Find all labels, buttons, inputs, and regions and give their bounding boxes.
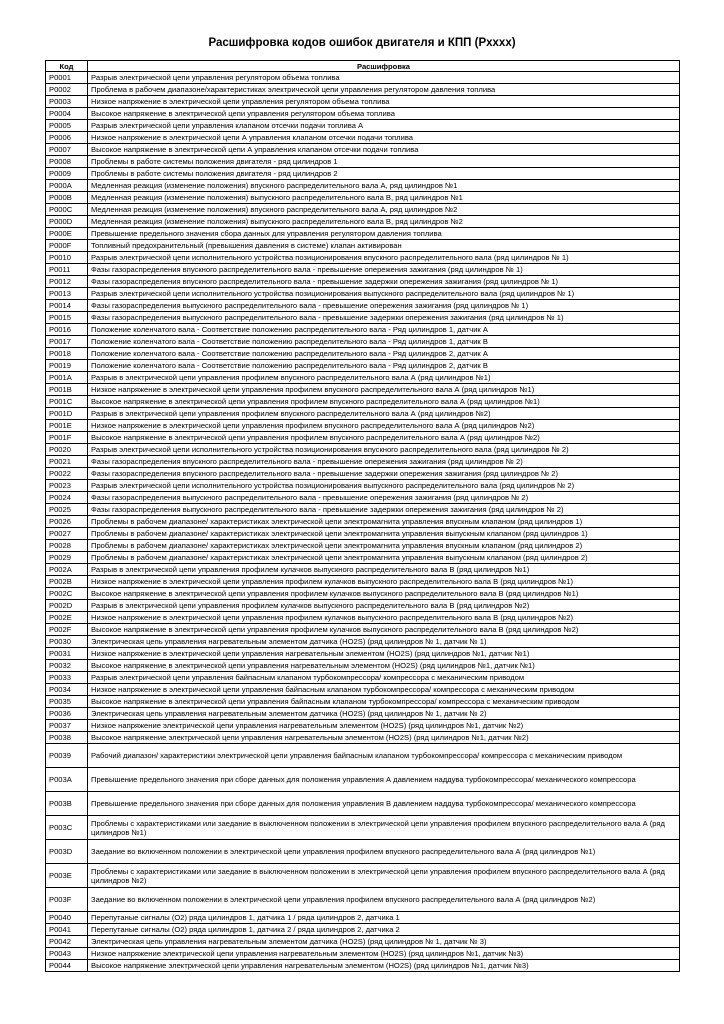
description-cell: Проблемы в работе системы положения двигателя - ряд цилиндров 1 [88,156,680,168]
code-cell: P0031 [46,648,88,660]
table-row [46,924,680,936]
code-cell: P0008 [46,156,88,168]
table-row [46,72,680,84]
description-cell: Положение коленчатого вала - Соответствие положению распределительного вала - Ряд цилиндров 2, датчик B [88,360,680,372]
code-cell: P0019 [46,360,88,372]
code-cell: P0041 [46,924,88,936]
table-row [46,432,680,444]
table-row [46,144,680,156]
table-row [46,240,680,252]
code-cell: P0044 [46,960,88,972]
table-row [46,936,680,948]
table-row [46,312,680,324]
description-cell: Превышение предельного значения сбора данных для управления регулятором давления топлива [88,228,680,240]
code-cell: P001B [46,384,88,396]
table-row [46,948,680,960]
table-row [46,564,680,576]
code-cell: P003B [46,792,88,816]
description-cell: Электрическая цепь управления нагревательным элементом датчика (HO2S) (ряд цилиндров № 1, датчик № 3) [88,936,680,948]
table-row [46,624,680,636]
table-row [46,696,680,708]
code-cell: P0040 [46,912,88,924]
description-cell: Разрыв электрической цепи управления байпасным клапаном турбокомпрессора/ компрессора с механическим приводом [88,672,680,684]
code-cell: P001E [46,420,88,432]
table-row [46,84,680,96]
code-cell: P0028 [46,540,88,552]
description-cell: Фазы газораспределения выпускного распределительного вала - превышение опережения зажигания (ряд цилиндров № 1) [88,300,680,312]
column-header-code: Код [46,61,88,72]
table-row [46,672,680,684]
description-cell: Медленная реакция (изменение положения) впускного распределительного вала А, ряд цилиндров №2 [88,204,680,216]
table-row [46,288,680,300]
table-row [46,348,680,360]
code-cell: P0039 [46,744,88,768]
description-cell: Высокое напряжение в электрической цепи управления байпасным клапаном турбокомпрессора/ компрессора с механическим приводом [88,696,680,708]
table-row [46,324,680,336]
description-cell: Электрическая цепь управления нагревательным элементом датчика (HO2S) (ряд цилиндров № 1, датчик № 2) [88,708,680,720]
codes-table [45,60,680,972]
table-row [46,108,680,120]
table-row [46,684,680,696]
table-row [46,864,680,888]
code-cell: P002B [46,576,88,588]
table-row [46,840,680,864]
description-cell: Электрическая цепь управления нагревательным элементом датчика (HO2S) (ряд цилиндров № 1, датчик № 1) [88,636,680,648]
code-cell: P0034 [46,684,88,696]
description-cell: Разрыв электрической цепи исполнительного устройства позиционирования впускного распределительного вала (ряд цилиндров № 2) [88,444,680,456]
code-cell: P002C [46,588,88,600]
description-cell: Проблемы в работе системы положения двигателя - ряд цилиндров 2 [88,168,680,180]
code-cell: P0043 [46,948,88,960]
table-row [46,420,680,432]
code-cell: P0021 [46,456,88,468]
description-cell: Разрыв в электрической цепи управления профилем впускного распределительного вала А (ряд цилиндров №1) [88,372,680,384]
code-cell: P0005 [46,120,88,132]
code-cell: P002E [46,612,88,624]
table-row [46,228,680,240]
description-cell: Медленная реакция (изменение положения) выпускного распределительного вала В, ряд цилиндров №2 [88,216,680,228]
table-row [46,768,680,792]
code-cell: P001C [46,396,88,408]
code-cell: P0025 [46,504,88,516]
table-row [46,744,680,768]
code-cell: P000D [46,216,88,228]
description-cell: Заедание во включенном положении в электрической цепи управления профилем впускного распределительного вала А (ряд цилиндров №1) [88,840,680,864]
code-cell: P000F [46,240,88,252]
description-cell: Фазы газораспределения впускного распределительного вала - превышение опережения зажигания (ряд цилиндров № 1) [88,264,680,276]
description-cell: Проблемы в рабочем диапазоне/ характеристиках электрической цепи электромагнита управления выпускным клапаном (ряд цилиндров 2) [88,552,680,564]
code-cell: P002F [46,624,88,636]
description-cell: Фазы газораспределения впускного распределительного вала - превышение опережения зажигания (ряд цилиндров № 2) [88,456,680,468]
code-cell: P0017 [46,336,88,348]
description-cell: Топливный предохранительный (превышения давления в системе) клапан активирован [88,240,680,252]
code-cell: P0004 [46,108,88,120]
description-cell: Высокое напряжение в электрической цепи управления профилем впускного распределительного вала А (ряд цилиндров №2) [88,432,680,444]
description-cell: Высокое напряжение в электрической цепи управления нагревательным элементом (HO2S) (ряд цилиндров №1, датчик №1) [88,660,680,672]
description-cell: Фазы газораспределения впускного распределительного вала - превышение задержки опережения зажигания (ряд цилиндров № 1) [88,276,680,288]
table-header [46,61,680,72]
table-row [46,276,680,288]
table-row [46,732,680,744]
description-cell: Высокое напряжение электрической цепи управления нагревательным элементом (HO2S) (ряд цилиндров №1, датчик №2) [88,732,680,744]
table-row [46,156,680,168]
code-cell: P003E [46,864,88,888]
table-row [46,576,680,588]
description-cell: Превышение предельного значения при сборе данных для положения управления А давлением наддува турбокомпрессора/ механического компрессора [88,768,680,792]
table-row [46,648,680,660]
code-cell: P0020 [46,444,88,456]
code-cell: P0010 [46,252,88,264]
code-cell: P003F [46,888,88,912]
table-row [46,492,680,504]
table-row [46,600,680,612]
table-row [46,708,680,720]
column-header-description: Расшифровка [88,61,680,72]
description-cell: Высокое напряжение в электрической цепи управления регулятором объема топлива [88,108,680,120]
description-cell: Разрыв электрической цепи исполнительного устройства позиционирования выпускного распределительного вала (ряд цилиндров № 1) [88,288,680,300]
description-cell: Высокое напряжение электрической цепи управления нагревательным элементом (HO2S) (ряд цилиндров №1, датчик №3) [88,960,680,972]
table-row [46,888,680,912]
table-row [46,516,680,528]
table-row [46,480,680,492]
code-cell: P0013 [46,288,88,300]
description-cell: Проблемы в рабочем диапазоне/ характеристиках электрической цепи электромагнита управления впускным клапаном (ряд цилиндров 1) [88,516,680,528]
code-cell: P0009 [46,168,88,180]
code-cell: P0015 [46,312,88,324]
code-cell: P0012 [46,276,88,288]
table-row [46,252,680,264]
description-cell: Фазы газораспределения впускного распределительного вала - превышение задержки опережения зажигания (ряд цилиндров № 2) [88,468,680,480]
table-row [46,588,680,600]
code-cell: P003C [46,816,88,840]
description-cell: Низкое напряжение электрической цепи управления нагревательным элементом (HO2S) (ряд цилиндров №1, датчик №3) [88,948,680,960]
table-body [46,72,680,972]
code-cell: P0016 [46,324,88,336]
table-row [46,180,680,192]
description-cell: Фазы газораспределения выпускного распределительного вала - превышение задержки опережения зажигания (ряд цилиндров № 2) [88,504,680,516]
code-cell: P0002 [46,84,88,96]
code-cell: P0037 [46,720,88,732]
description-cell: Проблемы в рабочем диапазоне/ характеристиках электрической цепи электромагнита управления впускным клапаном (ряд цилиндров 2) [88,540,680,552]
table-row [46,300,680,312]
table-row [46,216,680,228]
description-cell: Низкое напряжение в электрической цепи управления байпасным клапаном турбокомпрессора/ компрессора с механическим приводом [88,684,680,696]
table-row [46,792,680,816]
description-cell: Низкое напряжение в электрической цепи управления профилем впускного распределительного вала А (ряд цилиндров №2) [88,420,680,432]
code-cell: P0022 [46,468,88,480]
description-cell: Положение коленчатого вала - Соответствие положению распределительного вала - Ряд цилиндров 1, датчик A [88,324,680,336]
code-cell: P0001 [46,72,88,84]
description-cell: Низкое напряжение в электрической цепи А управления клапаном отсечки подачи топлива [88,132,680,144]
code-cell: P0007 [46,144,88,156]
code-cell: P000A [46,180,88,192]
description-cell: Низкое напряжение в электрической цепи управления профилем впускного распределительного вала А (ряд цилиндров №1) [88,384,680,396]
description-cell: Разрыв в электрической цепи управления профилем впускного распределительного вала А (ряд цилиндров №2) [88,408,680,420]
description-cell: Разрыв в электрической цепи управления профилем кулачков выпускного распределительного вала В (ряд цилиндров №2) [88,600,680,612]
description-cell: Положение коленчатого вала - Соответствие положению распределительного вала - Ряд цилиндров 2, датчик A [88,348,680,360]
table-row [46,372,680,384]
table-row [46,264,680,276]
description-cell: Низкое напряжение в электрической цепи управления профилем кулачков выпускного распределительного вала В (ряд цилиндров №2) [88,612,680,624]
table-row [46,456,680,468]
description-cell: Разрыв электрической цепи управления регулятором объема топлива [88,72,680,84]
code-cell: P0030 [46,636,88,648]
description-cell: Заедание во включенном положении в электрической цепи управления профилем впускного распределительного вала А (ряд цилиндров №2) [88,888,680,912]
code-cell: P0042 [46,936,88,948]
description-cell: Проблемы в рабочем диапазоне/ характеристиках электрической цепи электромагнита управления выпускным клапаном (ряд цилиндров 1) [88,528,680,540]
description-cell: Медленная реакция (изменение положения) выпускного распределительного вала В, ряд цилиндров №1 [88,192,680,204]
code-cell: P0023 [46,480,88,492]
table-row [46,336,680,348]
code-cell: P0014 [46,300,88,312]
code-cell: P001F [46,432,88,444]
description-cell: Разрыв электрической цепи исполнительного устройства позиционирования выпускного распределительного вала (ряд цилиндров № 2) [88,480,680,492]
table-row [46,540,680,552]
table-row [46,120,680,132]
code-cell: P000E [46,228,88,240]
table-row [46,552,680,564]
table-row [46,396,680,408]
description-cell: Разрыв электрической цепи исполнительного устройства позиционирования впускного распределительного вала (ряд цилиндров № 1) [88,252,680,264]
description-cell: Низкое напряжение в электрической цепи управления профилем кулачков выпускного распределительного вала В (ряд цилиндров №1) [88,576,680,588]
table-row [46,636,680,648]
table-row [46,660,680,672]
description-cell: Низкое напряжение в электрической цепи управления нагревательным элементом (HO2S) (ряд цилиндров №1, датчик №1) [88,648,680,660]
code-cell: P000C [46,204,88,216]
description-cell: Проблема в рабочем диапазоне/характеристиках электрической цепи управления регулятором давления топлива [88,84,680,96]
code-cell: P0006 [46,132,88,144]
code-cell: P0033 [46,672,88,684]
table-row [46,444,680,456]
description-cell: Положение коленчатого вала - Соответствие положению распределительного вала - Ряд цилиндров 1, датчик B [88,336,680,348]
code-cell: P0024 [46,492,88,504]
description-cell: Превышение предельного значения при сборе данных для положения управления В давлением наддува турбокомпрессора/ механического компрессора [88,792,680,816]
table-row [46,612,680,624]
code-cell: P0011 [46,264,88,276]
table-row [46,360,680,372]
table-row [46,384,680,396]
table-row [46,912,680,924]
code-cell: P0003 [46,96,88,108]
description-cell: Медленная реакция (изменение положения) впускного распределительного вала А, ряд цилиндров №1 [88,180,680,192]
code-cell: P0029 [46,552,88,564]
description-cell: Разрыв электрической цепи управления клапаном отсечки подачи топлива А [88,120,680,132]
description-cell: Высокое напряжение в электрической цепи управления профилем кулачков выпускного распределительного вала В (ряд цилиндров №2) [88,624,680,636]
table-row [46,720,680,732]
table-row [46,816,680,840]
table-row [46,960,680,972]
description-cell: Низкое напряжение в электрической цепи управления регулятором объема топлива [88,96,680,108]
description-cell: Перепутаные сигналы (O2) ряда цилиндров 1, датчика 2 / ряда цилиндров 2, датчика 2 [88,924,680,936]
table-row [46,168,680,180]
description-cell: Высокое напряжение в электрической цепи А управления клапаном отсечки подачи топлива [88,144,680,156]
code-cell: P0018 [46,348,88,360]
table-row [46,504,680,516]
description-cell: Проблемы с характеристиками или заедание в выключенном положении в электрической цепи управления профилем впускного распределительного вала А (ряд цилиндров №2) [88,864,680,888]
table-row [46,132,680,144]
table-row [46,528,680,540]
code-cell: P001D [46,408,88,420]
description-cell: Высокое напряжение в электрической цепи управления профилем кулачков выпускного распределительного вала В (ряд цилиндров №1) [88,588,680,600]
code-cell: P002A [46,564,88,576]
code-cell: P0036 [46,708,88,720]
description-cell: Низкое напряжение электрической цепи управления нагревательным элементом (HO2S) (ряд цилиндров №1, датчик №2) [88,720,680,732]
code-cell: P003A [46,768,88,792]
code-cell: P0026 [46,516,88,528]
code-cell: P002D [46,600,88,612]
code-cell: P0035 [46,696,88,708]
table-row [46,408,680,420]
page-title: Расшифровка кодов ошибок двигателя и КПП (Pxxxx) [208,37,516,49]
code-cell: P003D [46,840,88,864]
description-cell: Высокое напряжение в электрической цепи управления профилем впускного распределительного вала А (ряд цилиндров №1) [88,396,680,408]
description-cell: Рабочий диапазон/ характеристики электрической цепи управления байпасным клапаном турбокомпрессора/ компрессора с механическим приводом [88,744,680,768]
description-cell: Фазы газораспределения выпускного распределительного вала - превышение задержки опережения зажигания (ряд цилиндров № 1) [88,312,680,324]
table-row [46,192,680,204]
code-cell: P0027 [46,528,88,540]
code-cell: P000B [46,192,88,204]
table-row [46,204,680,216]
description-cell: Проблемы с характеристиками или заедание в выключенном положении в электрической цепи управления профилем впускного распределительного вала А (ряд цилиндров №1) [88,816,680,840]
table-row [46,468,680,480]
table-row [46,96,680,108]
description-cell: Разрыв в электрической цепи управления профилем кулачков выпускного распределительного вала В (ряд цилиндров №1) [88,564,680,576]
code-cell: P0032 [46,660,88,672]
code-cell: P001A [46,372,88,384]
code-cell: P0038 [46,732,88,744]
description-cell: Фазы газораспределения выпускного распределительного вала - превышение опережения зажигания (ряд цилиндров № 2) [88,492,680,504]
description-cell: Перепутаные сигналы (O2) ряда цилиндров 1, датчика 1 / ряда цилиндров 2, датчика 1 [88,912,680,924]
